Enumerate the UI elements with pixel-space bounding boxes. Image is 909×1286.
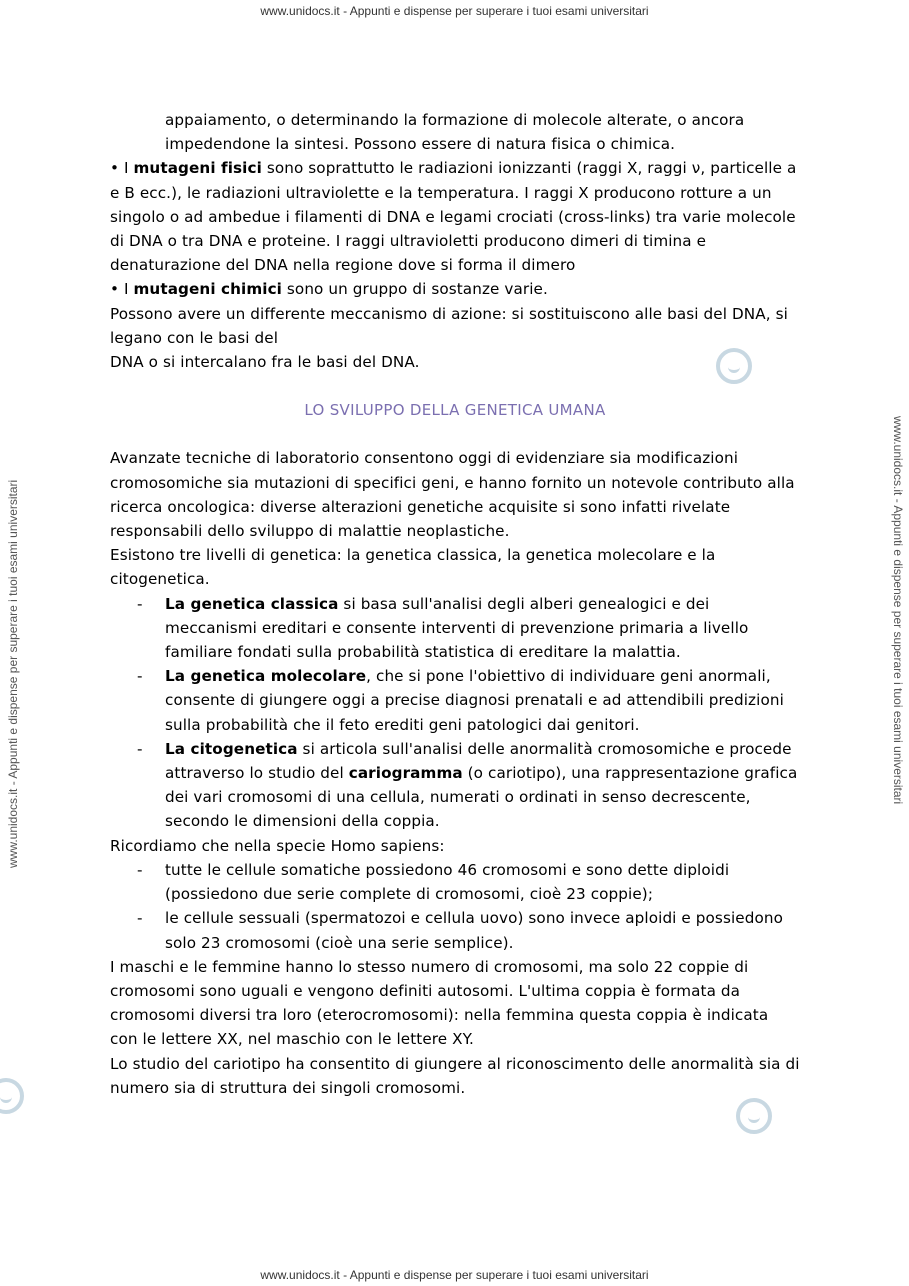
left-side-watermark: www.unidocs.it - Appunti e dispense per superare i tuoi esami universitari — [6, 479, 20, 868]
footer-watermark: www.unidocs.it - Appunti e dispense per superare i tuoi esami universitari — [260, 1268, 649, 1282]
right-side-watermark: www.unidocs.it - Appunti e dispense per superare i tuoi esami universitari — [891, 416, 905, 805]
paragraph: I maschi e le femmine hanno lo stesso numero di cromosomi, ma solo 22 coppie di cromosomi sono uguali e vengono definiti autosomi. L'ultima coppia è formata da cromosomi diversi tra loro (eterocromosomi): nella femmina questa coppia è indicata con le lettere XX, nel maschio con le lettere XY. — [110, 957, 769, 1049]
paragraph: Avanzate tecniche di laboratorio consentono oggi di evidenziare sia modificazioni cromosomiche sia mutazioni di specifici geni, e hanno fornito un notevole contributo alla ricerca oncologica: diverse alterazioni genetiche acquisite si sono infatti rivelate responsabili dello sviluppo di malattie neoplastiche. — [110, 449, 795, 541]
unidocs-logo-icon — [736, 1098, 772, 1134]
paragraph: DNA o si intercalano fra le basi del DNA. — [110, 353, 420, 372]
document-body — [110, 108, 800, 1100]
unidocs-logo-icon — [0, 1078, 24, 1114]
list-item: - le cellule sessuali (spermatozoi e cellula uovo) sono invece aploidi e possiedono solo 23 cromosomi (cioè una serie semplice). — [110, 906, 800, 954]
section-heading: LO SVILUPPO DELLA GENETICA UMANA — [304, 401, 606, 420]
dash-marker: - — [137, 909, 143, 928]
bullet-chemical-mutagens: • I mutageni chimici sono un gruppo di sostanze varie. — [110, 280, 548, 299]
paragraph: Esistono tre livelli di genetica: la genetica classica, la genetica molecolare e la citogenetica. — [110, 546, 716, 589]
text-line: impedendone la sintesi. Possono essere di natura fisica o chimica. — [165, 135, 676, 154]
dash-marker: - — [137, 860, 143, 879]
dash-marker: - — [137, 667, 143, 686]
text-line: appaiamento, o determinando la formazione di molecole alterate, o ancora — [165, 111, 745, 129]
list-item: - La citogenetica si articola sull'analisi delle anormalità cromosomiche e procede attraverso lo studio del cariogramma (o cariotipo), una rappresentazione grafica dei vari cromosomi di una cellula, numerati o ordinati in senso decrescente, secondo le dimensioni della coppia. — [110, 737, 800, 834]
header-watermark: www.unidocs.it - Appunti e dispense per superare i tuoi esami universitari — [260, 4, 649, 18]
dash-marker: - — [137, 594, 143, 613]
list-item: - La genetica molecolare, che si pone l'obiettivo di individuare geni anormali, consente di giungere oggi a precise diagnosi prenatali e ad attendibili predizioni sulla probabilità che il feto erediti geni patologici dai genitori. — [110, 664, 800, 737]
list-item: - La genetica classica si basa sull'analisi degli alberi genealogici e dei meccanismi ereditari e consente interventi di prevenzione primaria a livello familiare fondati sulla probabilità statistica di ereditare la malattia. — [110, 592, 800, 665]
paragraph: Possono avere un differente meccanismo di azione: si sostituiscono alle basi del DNA, si legano con le basi del — [110, 304, 788, 347]
dash-marker: - — [137, 739, 143, 758]
bullet-physical-mutagens: • I mutageni fisici sono soprattutto le radiazioni ionizzanti (raggi X, raggi ν, particelle a e B ecc.), le radiazioni ultraviolette e la temperatura. I raggi X producono rotture a un singolo o ad ambedue i filamenti di DNA e legami crociati (cross-links) tra varie molecole di DNA o tra DNA e proteine. I raggi ultravioletti producono dimeri di timina e denaturazione del DNA nella regione dove si forma il dimero — [110, 159, 797, 275]
paragraph: Ricordiamo che nella specie Homo sapiens: — [110, 836, 445, 855]
list-item: - tutte le cellule somatiche possiedono 46 cromosomi e sono dette diploidi (possiedono due serie complete di cromosomi, cioè 23 coppie); — [110, 858, 800, 906]
paragraph: Lo studio del cariotipo ha consentito di giungere al riconoscimento delle anormalità sia di numero sia di struttura dei singoli cromosomi. — [110, 1054, 800, 1097]
